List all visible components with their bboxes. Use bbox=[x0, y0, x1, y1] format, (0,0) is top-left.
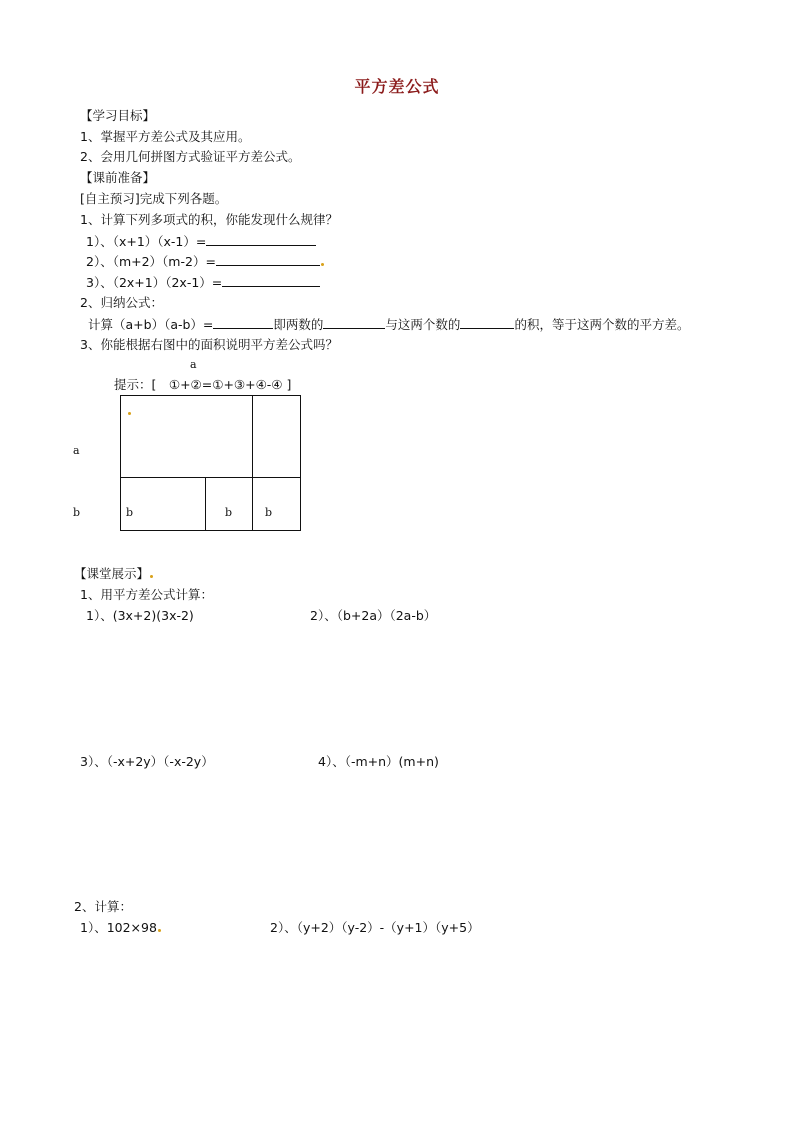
dot-mark bbox=[150, 575, 153, 578]
answer-blank[interactable] bbox=[216, 253, 320, 266]
display-q1-item-2: 2）、（b+2a）（2a-b） bbox=[310, 608, 437, 623]
figure-region-2 bbox=[252, 395, 301, 478]
figure-region-3 bbox=[120, 477, 206, 531]
header-text: 【课堂展示】 bbox=[74, 566, 150, 581]
prep-question-3: 3、你能根据右图中的面积说明平方差公式吗？ bbox=[80, 337, 338, 352]
answer-blank[interactable] bbox=[206, 233, 316, 246]
answer-blank[interactable] bbox=[323, 316, 385, 329]
dot-mark bbox=[321, 263, 324, 266]
display-question-1: 1、用平方差公式计算： bbox=[80, 587, 213, 602]
item-text: 3）、（2x+1）（2x-1）= bbox=[86, 275, 223, 290]
answer-blank[interactable] bbox=[460, 316, 514, 329]
display-q1-item-4: 4）、（-m+n）(m+n) bbox=[318, 754, 439, 769]
objective-item: 2、会用几何拼图方式验证平方差公式。 bbox=[80, 149, 301, 164]
prep-intro: [自主预习]完成下列各题。 bbox=[80, 191, 228, 206]
display-q2-item-2: 2）、（y+2）（y-2）-（y+1）（y+5） bbox=[270, 920, 480, 935]
figure-label-a-top: a bbox=[190, 358, 197, 371]
figure-label-b-left: b bbox=[73, 506, 81, 519]
formula-text: 与这两个数的 bbox=[385, 317, 461, 332]
prep-q1-item-2 bbox=[86, 253, 325, 270]
formula-text: 的积，等于这两个数的平方差。 bbox=[514, 317, 690, 332]
figure-label-b1: b bbox=[126, 506, 134, 519]
answer-blank[interactable] bbox=[222, 274, 320, 287]
page-title: 平方差公式 bbox=[354, 77, 440, 96]
prep-question-1: 1、计算下列多项式的积，你能发现什么规律？ bbox=[80, 212, 338, 227]
section-header-objectives: 【学习目标】 bbox=[80, 108, 156, 123]
figure-label-b3: b bbox=[265, 506, 273, 519]
display-q1-item-1: 1）、(3x+2)(3x-2) bbox=[86, 608, 194, 623]
objective-item: 1、掌握平方差公式及其应用。 bbox=[80, 129, 251, 144]
section-header-prep: 【课前准备】 bbox=[80, 170, 156, 185]
item-text: 1）、（x+1）（x-1）= bbox=[86, 234, 207, 249]
prep-q1-item-1 bbox=[86, 233, 316, 250]
dot-mark bbox=[158, 929, 161, 932]
display-question-2: 2、计算： bbox=[74, 899, 132, 914]
display-q1-item-3 bbox=[80, 754, 214, 770]
formula-text: 即两数的 bbox=[273, 317, 324, 332]
figure-region-4 bbox=[205, 477, 253, 531]
figure-label-b2: b bbox=[225, 506, 233, 519]
formula-sentence bbox=[88, 316, 689, 333]
formula-text: 计算（a+b）（a-b）= bbox=[88, 317, 214, 332]
prep-question-2: 2、归纳公式： bbox=[80, 295, 163, 310]
figure-region-1 bbox=[120, 395, 253, 478]
display-q2-item-1 bbox=[80, 920, 162, 936]
figure-label-a-left: a bbox=[73, 444, 80, 457]
item-text: 1）、102×98 bbox=[80, 920, 157, 935]
section-header-display bbox=[74, 566, 154, 582]
figure-hint: 提示：[ ①+②=①+③+④-④ ] bbox=[114, 377, 292, 392]
item-text: 2）、（m+2）（m-2）= bbox=[86, 254, 216, 269]
dot-mark bbox=[128, 412, 131, 415]
answer-blank[interactable] bbox=[213, 316, 273, 329]
item-text: 3）、（-x+2y）（-x-2y） bbox=[80, 754, 214, 769]
prep-q1-item-3 bbox=[86, 274, 320, 291]
